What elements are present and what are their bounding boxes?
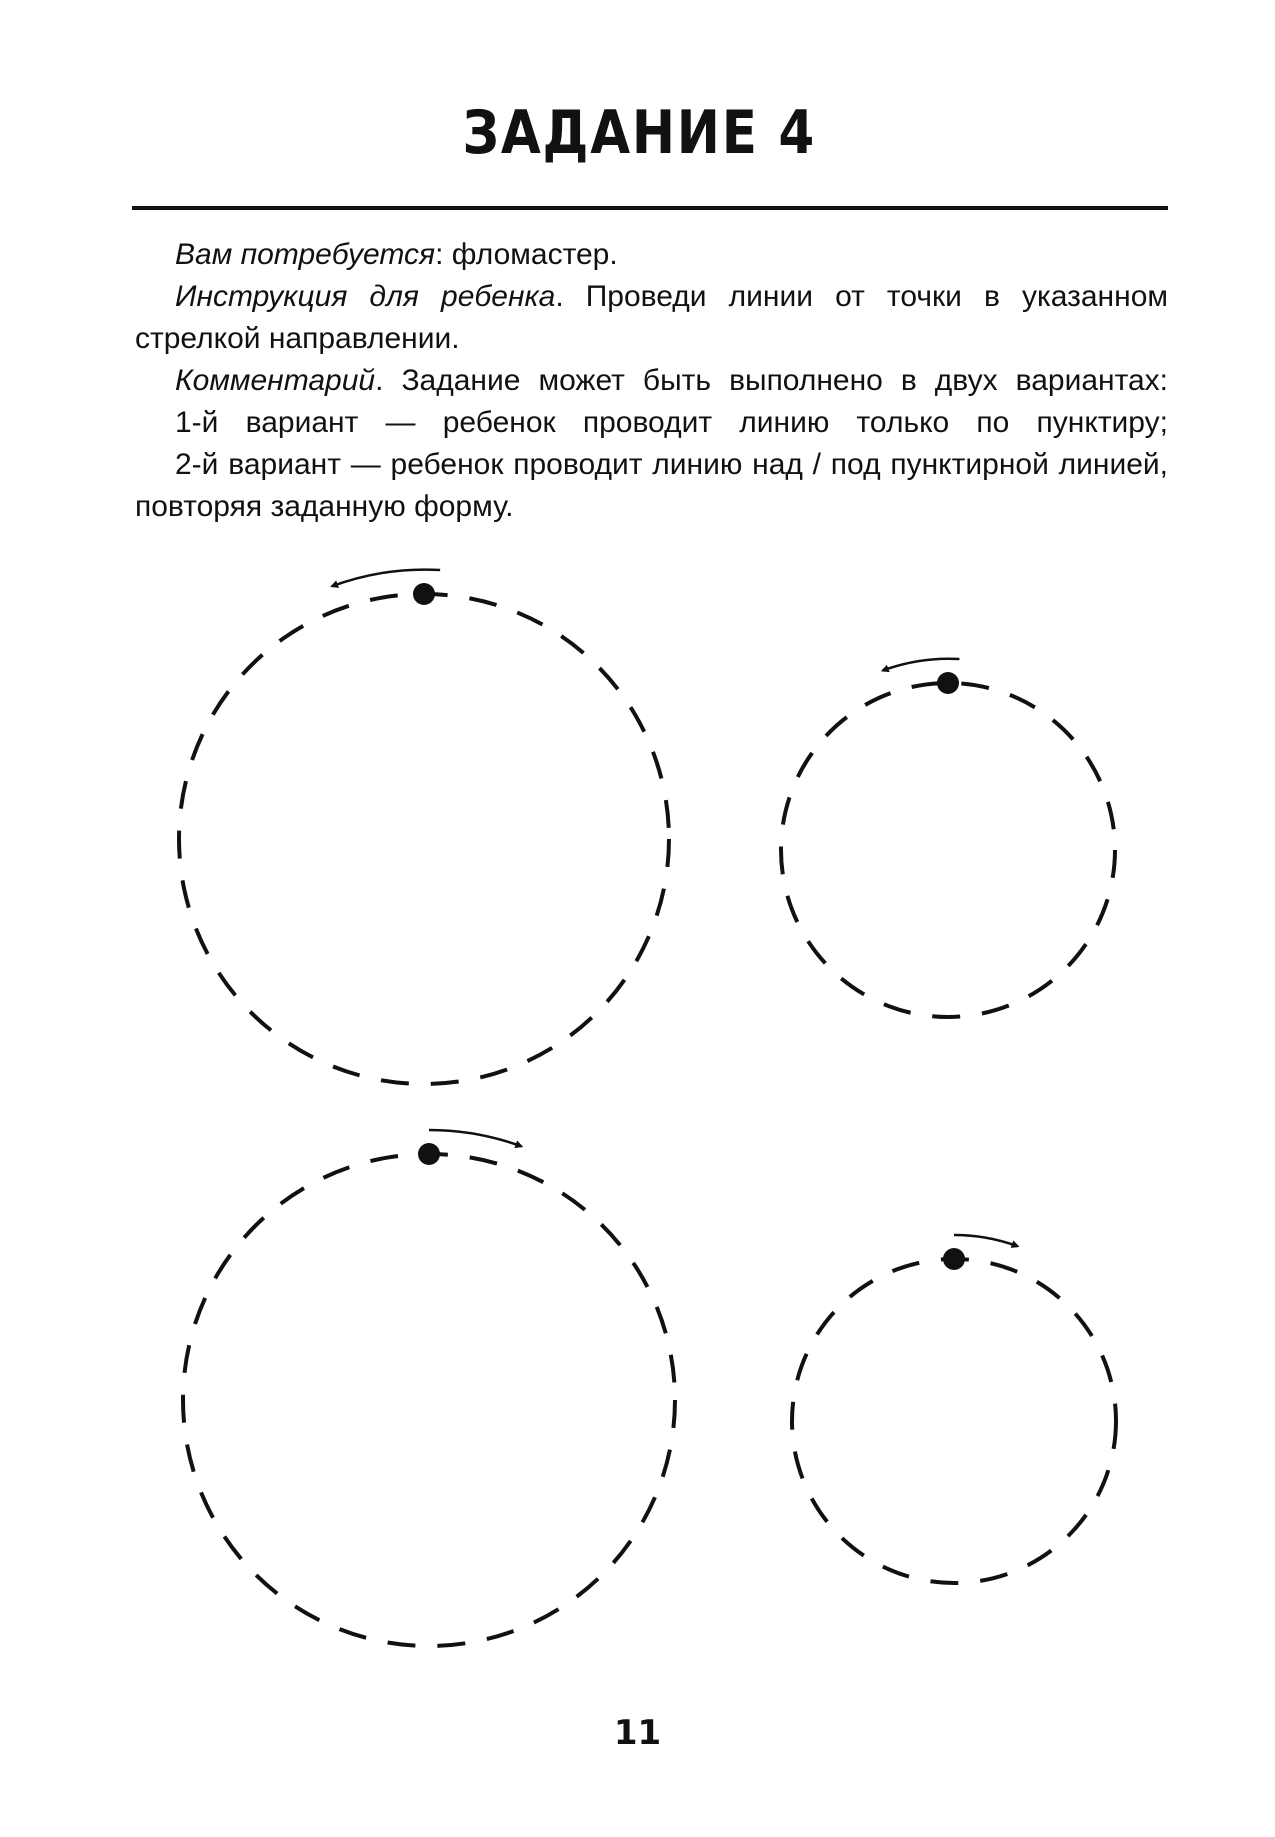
dashed-circle [183,1154,675,1646]
comment-value: . Задание может быть выполнено в двух вариантах: [375,364,1168,397]
materials-label: Вам потребуется [175,238,436,271]
instruction-label: Инструкция для ребенка [175,280,556,313]
start-dot [418,1143,440,1165]
direction-arrow-icon [429,1130,521,1146]
instruction-value: . Проведи линии от точки в указанном стрелкой направлении. [135,280,1168,355]
circle-large-bottom [183,1130,675,1646]
circle-small-bottom [792,1235,1116,1583]
page-number: 11 [613,1713,662,1753]
circle-large-top [179,570,669,1084]
start-dot [943,1248,965,1270]
dashed-circle [179,594,669,1084]
direction-arrow-icon [954,1235,1018,1246]
variant-1-line: 1-й вариант — ребенок проводит линию только по пунктиру; [175,406,1168,439]
start-dot [937,672,959,694]
dashed-circle [792,1259,1116,1583]
direction-arrow-icon [883,659,960,671]
circle-small-top [781,659,1115,1017]
dashed-circle [781,683,1115,1017]
comment-label: Комментарий [175,364,376,397]
page-title: ЗАДАНИЕ 4 [462,98,816,168]
materials-value: : фломастер. [435,238,618,271]
start-dot [413,583,435,605]
variant-2-line: 2-й вариант — ребенок проводит линию над / под пунктирной линией, повторяя заданную форму. [135,448,1168,523]
